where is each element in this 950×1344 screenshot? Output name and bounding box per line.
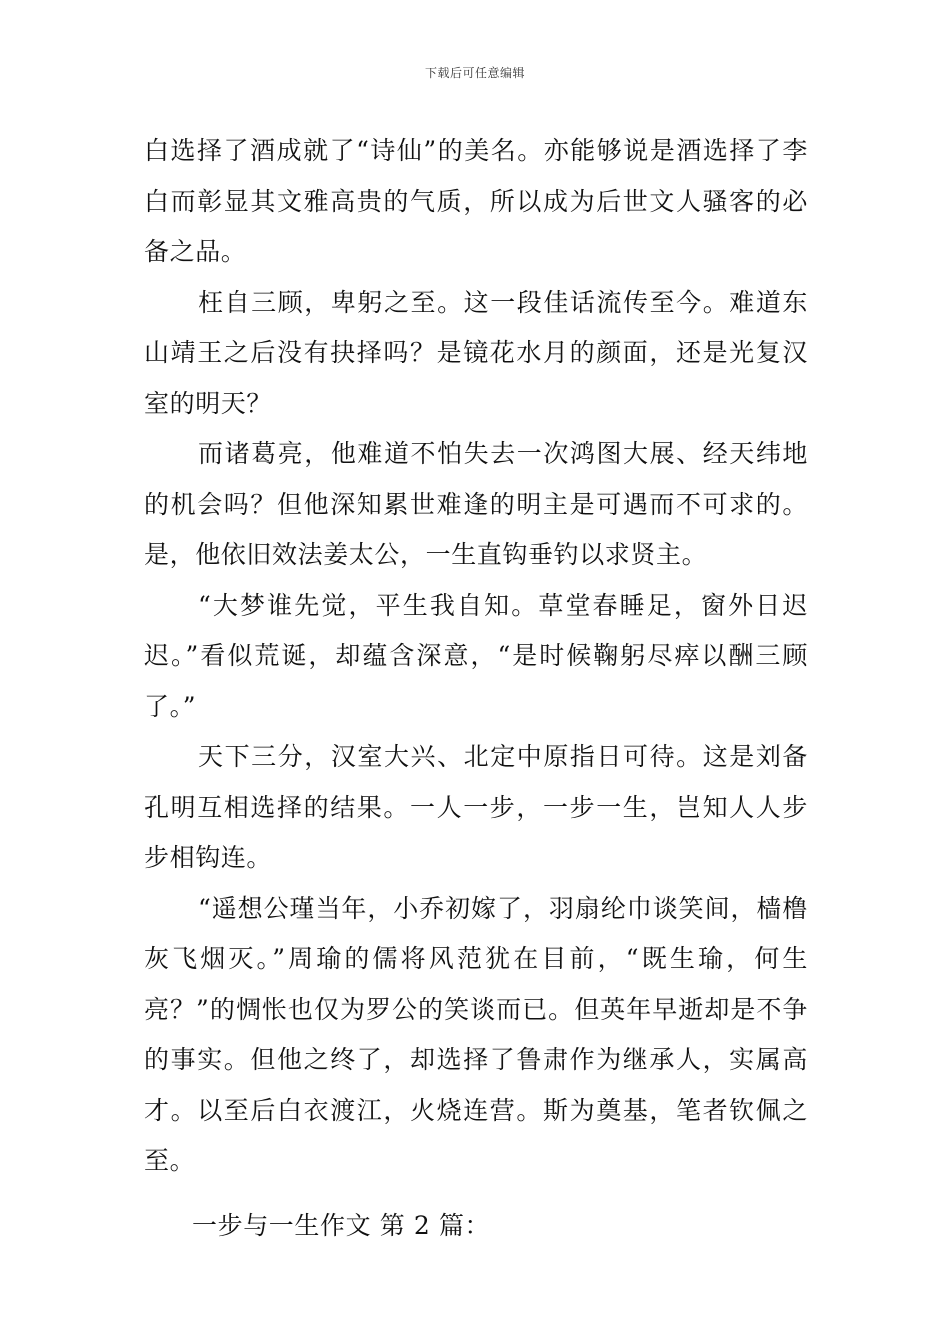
paragraph: 枉自三顾，卑躬之至。这一段佳话流传至今。难道东山靖王之后没有抉择吗？是镜花水月的颜面，还是光复汉室的明天？ — [144, 287, 808, 418]
document-body — [144, 126, 808, 1251]
paragraph: “大梦谁先觉，平生我自知。草堂春睡足，窗外日迟迟。”看似荒诞，却蕴含深意，“是时候鞠躬尽瘁以酬三顾了。” — [144, 590, 808, 721]
paragraph: 而诸葛亮，他难道不怕失去一次鸿图大展、经天纬地的机会吗？但他深知累世难逢的明主是可遇而不可求的。是，他依旧效法姜太公，一生直钩垂钓以求贤主。 — [144, 439, 808, 569]
paragraph: 天下三分，汉室大兴、北定中原指日可待。这是刘备孔明互相选择的结果。一人一步，一步一生，岂知人人步步相钩连。 — [144, 742, 808, 872]
page-header: 下载后可任意编辑 — [424, 66, 525, 80]
section-heading: 一步与一生作文 第 2 篇： — [192, 1210, 491, 1240]
paragraph: “遥想公瑾当年，小乔初嫁了，羽扇纶巾谈笑间，樯橹灰飞烟灭。”周瑜的儒将风范犹在目前，“既生瑜，何生亮？”的惆怅也仅为罗公的笑谈而已。但英年早逝却是不争的事实。但他之终了，却选择了鲁肃作为继承人，实属高才。以至后白衣渡江，火烧连营。斯为奠基，笔者钦佩之至。 — [144, 893, 808, 1175]
paragraph-continuation: 白选择了酒成就了“诗仙”的美名。亦能够说是酒选择了李白而彰显其文雅高贵的气质，所以成为后世文人骚客的必备之品。 — [144, 136, 808, 266]
